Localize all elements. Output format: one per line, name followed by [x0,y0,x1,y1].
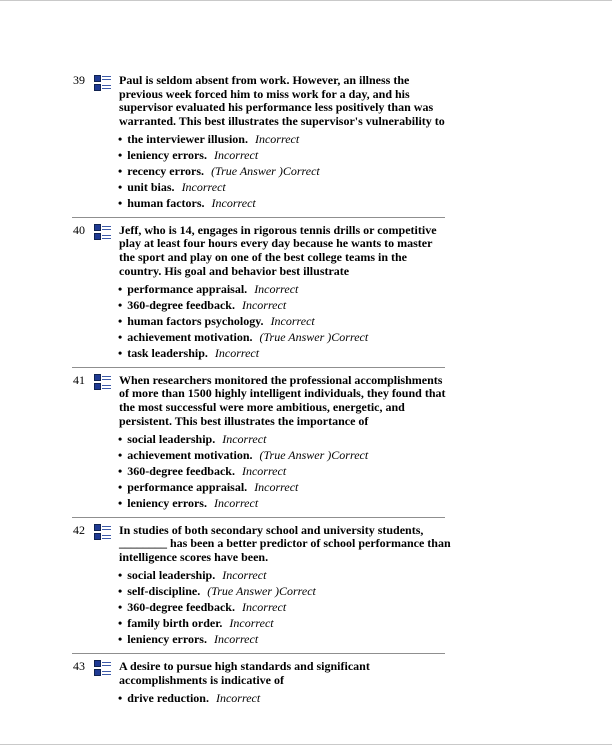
answer-list [73,433,612,511]
answer-option [118,601,612,615]
question-separator [72,517,445,518]
answer-list [73,569,612,647]
answer-option [118,692,612,706]
answer-label: achievement motivation. [127,448,253,463]
list-icon-row [95,661,112,667]
question-text: Paul is seldom absent from work. However, an illness the previous week forced him to miss work for a day, and his supervisor evaluated his performance less positively than was warranted. This best illustrates the supervisor's vulnerability to [119,73,445,128]
answer-label: social leadership. [127,432,216,447]
answer-label: recency errors. [127,164,205,179]
answer-option [118,585,612,599]
question-block [73,224,612,368]
answer-label: performance appraisal. [127,282,248,297]
answer-option [118,197,612,211]
question-separator [72,217,445,218]
list-icon-row [95,234,112,240]
answer-label: leniency errors. [127,632,207,647]
answer-label: 360-degree feedback. [127,298,235,313]
question-block [73,374,612,518]
answer-label: performance appraisal. [127,480,248,495]
answer-option [118,299,612,313]
question-number: 41 [73,372,85,387]
question-number: 39 [73,73,85,87]
answer-label: human factors. [127,196,205,211]
answer-result: Incorrect [213,632,259,647]
answer-label: the interviewer illusion. [127,132,248,147]
answer-result: Incorrect [222,568,267,583]
answer-list [73,133,612,211]
answer-option [118,165,612,179]
answer-option [118,331,612,345]
list-icon [95,75,112,90]
answer-label: task leadership. [127,346,208,361]
answer-result: Incorrect [215,691,261,706]
list-icon-row [95,670,112,676]
answer-option [118,481,612,495]
list-icon-row [95,525,112,531]
answer-option [118,617,612,631]
answer-option [118,569,612,583]
answer-option [118,347,612,361]
list-icon [95,375,112,390]
answer-result: Incorrect [241,298,287,313]
answer-label: 360-degree feedback. [127,464,235,479]
answer-result: Incorrect [270,314,315,329]
question-text: In studies of both secondary school and university students, ________ has been a better predictor of school performance than intelligence scores have been. [119,522,451,564]
question-separator [72,367,445,368]
question-text: A desire to pursue high standards and significant accomplishments is indicative of [119,658,370,687]
question-header [73,524,612,565]
answer-result: Incorrect [213,496,259,511]
list-icon-row [95,84,112,90]
answer-option [118,283,612,297]
answer-list [73,692,612,706]
answer-label: family birth order. [127,616,223,631]
list-icon-row [95,384,112,390]
answer-result: (True Answer )Correct [211,164,320,179]
answer-result: (True Answer )Correct [207,584,316,599]
list-icon [95,525,112,540]
answer-label: human factors psychology. [127,314,264,329]
question-number: 43 [73,658,85,673]
answer-label: drive reduction. [127,691,209,706]
answer-result: Incorrect [211,196,256,211]
answer-result: Incorrect [229,616,274,631]
question-header [73,374,612,428]
list-icon-row [95,534,112,540]
answer-option [118,449,612,463]
answer-list [73,283,612,361]
answer-option [118,133,612,147]
answer-label: 360-degree feedback. [127,600,235,615]
answer-label: unit bias. [127,180,175,195]
answer-option [118,433,612,447]
answer-result: (True Answer )Correct [259,330,369,345]
question-number: 40 [73,222,85,237]
list-icon [95,661,112,676]
question-text: Jeff, who is 14, engages in rigorous tennis drills or competitive play at least four hours every day because he wants to master the sport and play on one of the best college teams in the country. His goal and behavior best illustrate [119,222,437,278]
question-header [73,660,612,687]
question-block [73,74,612,218]
question-number: 42 [73,522,85,537]
answer-result: Incorrect [254,132,300,147]
list-icon-row [95,75,112,81]
answer-result: Incorrect [222,432,267,447]
answer-label: achievement motivation. [127,330,253,345]
answer-option [118,149,612,163]
question-separator [72,653,445,654]
answer-result: Incorrect [241,600,287,615]
answer-label: self-discipline. [127,584,201,599]
answer-option [118,633,612,647]
question-text: When researchers monitored the professional accomplishments of more than 1500 highly intelligent individuals, they found that the most successful were more ambitious, energetic, and persistent. This best illustrates the importance of [119,372,446,428]
answer-label: leniency errors. [127,496,207,511]
question-header [73,74,612,128]
answer-option [118,181,612,195]
answer-option [118,465,612,479]
list-icon-row [95,375,112,381]
question-list [73,74,612,706]
answer-result: Incorrect [241,464,287,479]
answer-label: social leadership. [127,568,216,583]
question-block [73,524,612,654]
list-icon [95,225,112,240]
answer-result: Incorrect [214,346,260,361]
answer-result: Incorrect [213,148,259,163]
answer-result: Incorrect [254,480,299,495]
list-icon-row [95,225,112,231]
answer-option [118,497,612,511]
question-header [73,224,612,278]
answer-result: (True Answer )Correct [259,448,369,463]
answer-option [118,315,612,329]
answer-label: leniency errors. [127,148,207,163]
answer-result: Incorrect [254,282,299,297]
question-block [73,660,612,706]
answer-result: Incorrect [181,180,226,195]
